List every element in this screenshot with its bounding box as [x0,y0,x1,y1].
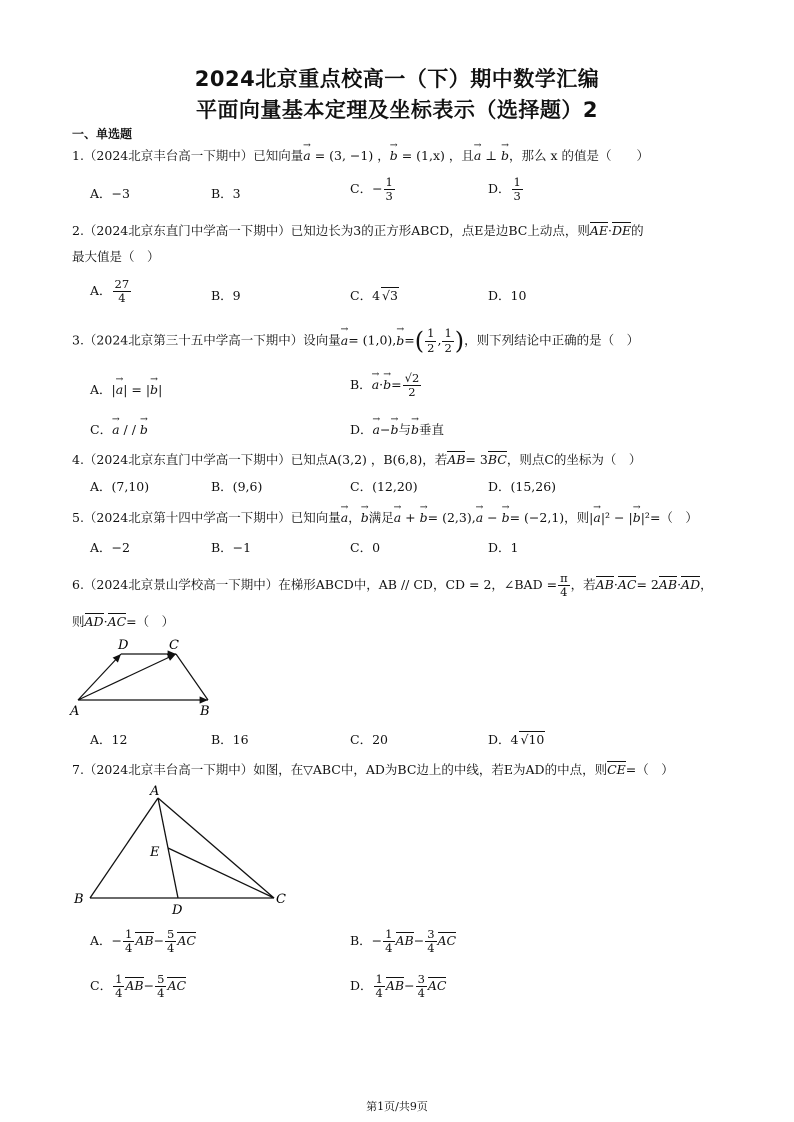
label-e: E [150,845,160,860]
q3-option-a: A．|→ a| = |→ b| [90,380,162,398]
q7-option-b: B．− $\frac{1}{4}$ AB− $\frac{3}{4}$ AC [350,927,457,956]
label-d: D [118,638,129,653]
q3-option-d: D．→ a−→ b与→ b垂直 [350,420,444,438]
q2-option-b: B．9 [211,288,241,303]
q6-option-b: B．16 [211,732,249,747]
label-a: A [150,784,160,799]
question-5-stem: 5.（2024北京第十四中学高一下期中）已知向量→ a，→ b满足→ a + → b= (2,3),→ a − → b= (−2,1)，则|→ a|² − |→ b|²=（ ） [72,508,698,526]
q6-option-a: A．12 [90,732,128,747]
q2-option-d: D．10 [488,288,527,303]
q4-option-c: C．(12,20) [350,479,418,494]
question-2-stem-line2: 最大值是（ ） [72,249,160,264]
q6-option-d: D．4 √10 [488,732,545,747]
segment-ce [168,848,274,898]
page-title-line2: 平面向量基本定理及坐标表示（选择题）2 [195,98,599,122]
edge-ad [78,654,121,700]
q2-option-c: C．4 √3 [350,288,398,303]
q5-option-d: D．1 [488,540,519,555]
q1-option-a: A．−3 [90,186,130,201]
q7-option-a: A．− $\frac{1}{4}$ AB− $\frac{5}{4}$ AC [90,927,196,956]
q1-option-d-label: D． [488,181,511,197]
q5-option-a: A．−2 [90,540,130,555]
trapezoid-figure [66,632,226,722]
q7-option-d: D． $\frac{1}{4}$ AB− $\frac{3}{4}$ AC [350,972,447,1001]
question-4-stem: 4.（2024北京东直门中学高一下期中）已知点A(3,2) ，B(6,8)，若AB= 3BC，则点C的坐标为（ ） [72,452,642,467]
edge-cb [176,654,208,700]
q5-option-c: C．0 [350,540,381,555]
label-c: C [276,892,286,907]
question-1-stem: 1.（2024北京丰台高一下期中）已知向量→ a = (3, −1) ，→ b = (1,x) ，且→ a ⊥ → b，那么 x 的值是（ ） [72,146,649,164]
q1-option-c-label: C．− [350,181,383,197]
q7-option-c: C． $\frac{1}{4}$ AB− $\frac{5}{4}$ AC [90,972,187,1001]
q1-tail: ，那么 x 的值是（ ） [509,148,650,163]
q4-option-d: D．(15,26) [488,479,557,494]
q1-option-d: D． $\frac{1}{3}$ [488,175,521,204]
label-b: B [200,704,210,719]
q4-option-b: B．(9,6) [211,479,263,494]
q1-cond1: = (3, −1) ， [314,148,390,163]
q5-option-b: B．−1 [211,540,252,555]
q1-option-c: C．− $\frac{1}{3}$ [350,175,393,204]
section-label: 一、单选题 [72,127,133,141]
q1-prefix: 1.（2024北京丰台高一下期中）已知向量 [72,148,304,163]
q1-cond2: = (1,x) ，且 [401,148,474,163]
label-a: A [70,704,80,719]
question-6-stem: 6.（2024北京景山学校高一下期中）在梯形ABCD中，AB // CD，CD = 2，∠BAD = $\frac{\pi}{4}$ ，若AB·AC= 2AB·AD， [72,571,713,600]
edge-ab [90,798,158,898]
q3-option-b: B．→ a·→ b= $\frac{√2}{2}$ [350,372,422,399]
q3-option-c: C．→ a / / → b [90,420,148,438]
page-footer: 第1页/共9页 [366,1100,428,1113]
q2-text: 2.（2024北京东直门中学高一下期中）已知边长为3的正方形ABCD，点E是边BC上动点，则 [72,223,590,238]
q4-option-a: A．(7,10) [90,479,150,494]
page-title-line1: 2024北京重点校高一（下）期中数学汇编 [194,67,600,91]
label-d: D [172,903,183,918]
question-2-stem: 2.（2024北京东直门中学高一下期中）已知边长为3的正方形ABCD，点E是边BC上动点，则AE·DE的 [72,223,644,238]
label-c: C [169,638,179,653]
edge-ac [78,654,176,700]
q1-option-b: B．3 [211,186,241,201]
triangle-figure [66,778,296,918]
label-b: B [74,892,84,907]
q2-option-a: A． $\frac{27}{4}$ [90,277,130,306]
question-6-stem-line2: 则AD·AC=（ ） [72,614,175,629]
q6-option-c: C．20 [350,732,388,747]
question-7-stem: 7.（2024北京丰台高一下期中）如图，在▽ABC中，AD为BC边上的中线，若E为AD的中点，则CE=（ ） [72,762,674,777]
question-3-stem: 3.（2024北京第三十五中学高一下期中）设向量→ a= (1,0),→ b=( $\frac{1}{2}$ , $\frac{1}{2}$ )，则下列结论中正确的是（ ） [72,327,639,355]
